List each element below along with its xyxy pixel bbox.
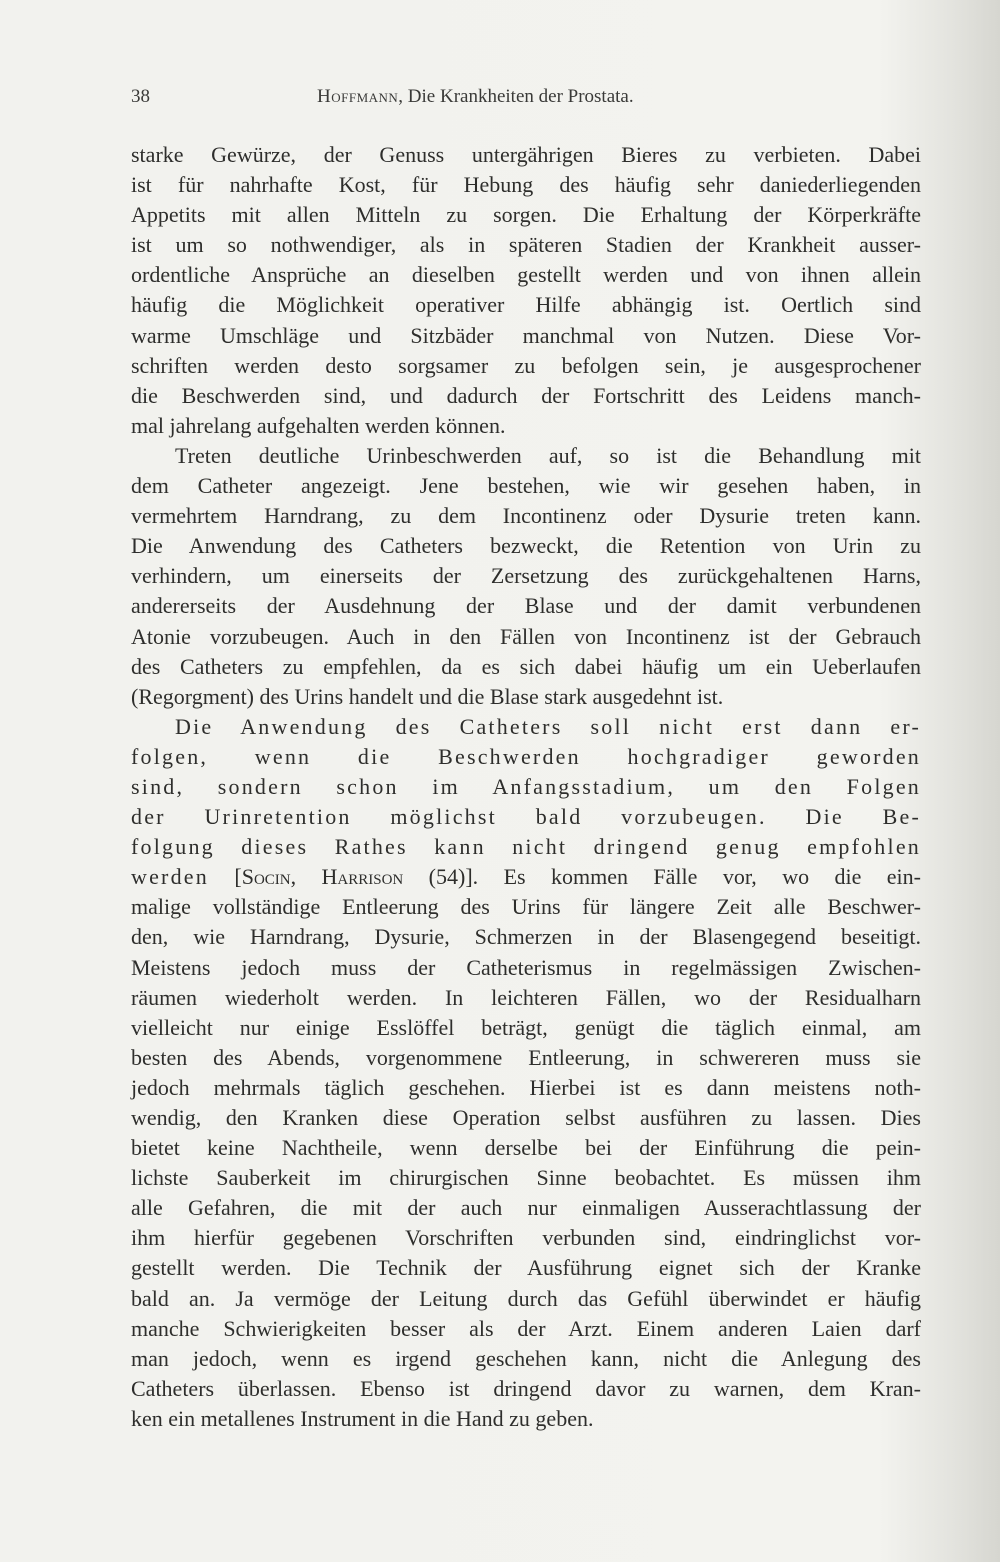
text-line: wendig, den Kranken diese Operation selbst ausführen zu lassen. Dies xyxy=(131,1105,921,1130)
text-line: andererseits der Ausdehnung der Blase und der damit verbundenen xyxy=(131,593,921,619)
text-line: lichste Sauberkeit im chirurgischen Sinne beobachtet. Es müssen ihm xyxy=(131,1165,921,1191)
text-line: sind, sondern schon im Anfangsstadium, um den Folgen xyxy=(131,773,921,799)
text-line: räumen wiederholt werden. In leichteren Fällen, wo der Residualharn xyxy=(131,984,921,1010)
text-line: ist um so nothwendiger, als in späteren Stadien der Krankheit ausser- xyxy=(131,232,921,258)
text-line: mal jahrelang aufgehalten werden können. xyxy=(131,412,506,438)
text-line: Die Anwendung des Catheters soll nicht erst dann er- xyxy=(175,713,921,739)
text-line: jedoch mehrmals täglich geschehen. Hierbei ist es dann meistens noth- xyxy=(131,1074,921,1100)
text-line: bietet keine Nachtheile, wenn derselbe bei der Einführung die pein- xyxy=(131,1135,921,1161)
text-line: vermehrtem Harndrang, zu dem Incontinenz oder Dysurie treten kann. xyxy=(131,503,921,529)
text-line: vielleicht nur einige Esslöffel beträgt, genügt die täglich einmal, am xyxy=(131,1014,921,1040)
page-number: 38 xyxy=(131,86,150,107)
text-line: warme Umschläge und Sitzbäder manchmal von Nutzen. Diese Vor- xyxy=(131,322,921,348)
text-line: des Catheters zu empfehlen, da es sich dabei häufig um ein Ueberlaufen xyxy=(131,653,921,679)
text-line: alle Gefahren, die mit der auch nur einmaligen Ausserachtlassung der xyxy=(131,1195,921,1221)
text-line: folgung dieses Rathes kann nicht dringend genug empfohlen xyxy=(131,834,921,860)
text-line: Meistens jedoch muss der Catheterismus in regelmässigen Zwischen- xyxy=(131,954,921,980)
spaced-word: werden xyxy=(131,864,209,890)
text-line: besten des Abends, vorgenommene Entleerung, in schwereren muss sie xyxy=(131,1044,921,1070)
text-line: folgen, wenn die Beschwerden hochgradiger geworden xyxy=(131,743,921,769)
text-line-citation: werden [Socin, Harrison (54)]. Es kommen Fälle vor, wo die ein- xyxy=(131,864,921,890)
text-line: Treten deutliche Urinbeschwerden auf, so ist die Behandlung mit xyxy=(175,442,921,468)
text-line: dem Catheter angezeigt. Jene bestehen, wie wir gesehen haben, in xyxy=(131,473,921,499)
text-line: der Urinretention möglichst bald vorzubeugen. Die Be- xyxy=(131,804,921,830)
text-line: häufig die Möglichkeit operativer Hilfe abhängig ist. Oertlich sind xyxy=(131,292,921,318)
text-line: Catheters überlassen. Ebenso ist dringend davor zu warnen, dem Kran- xyxy=(131,1375,921,1401)
text-line: bald an. Ja vermöge der Leitung durch das Gefühl überwindet er häufig xyxy=(131,1285,921,1311)
running-head-title: , Die Krankheiten der Prostata. xyxy=(398,86,634,107)
text-line: verhindern, um einerseits der Zersetzung des zurückgehaltenen Harns, xyxy=(131,563,921,589)
text-line: Die Anwendung des Catheters bezweckt, die Retention von Urin zu xyxy=(131,533,921,559)
page-header xyxy=(131,86,921,116)
text-line: die Beschwerden sind, und dadurch der Fortschritt des Leidens manch- xyxy=(131,382,921,408)
cited-author: Socin xyxy=(241,864,291,890)
text-line: manche Schwierigkeiten besser als der Arzt. Einem anderen Laien darf xyxy=(131,1315,921,1341)
text-line: den, wie Harndrang, Dysurie, Schmerzen in der Blasengegend beseitigt. xyxy=(131,924,921,950)
text-line: Appetits mit allen Mitteln zu sorgen. Die Erhaltung der Körperkräfte xyxy=(131,202,921,228)
text-line: ordentliche Ansprüche an dieselben gestellt werden und von ihnen allein xyxy=(131,262,921,288)
text-line: gestellt werden. Die Technik der Ausführung eignet sich der Kranke xyxy=(131,1255,921,1281)
running-head-author: Hoffmann xyxy=(317,86,399,107)
text-line: Atonie vorzubeugen. Auch in den Fällen von Incontinenz ist der Gebrauch xyxy=(131,623,921,649)
text-line: (Regorgment) des Urins handelt und die Blase stark ausgedehnt ist. xyxy=(131,683,724,709)
body-text xyxy=(131,140,921,1434)
text-line: ken ein metallenes Instrument in die Hand zu geben. xyxy=(131,1405,594,1431)
cited-author: Harrison xyxy=(321,864,404,890)
text-line: ist für nahrhafte Kost, für Hebung des häufig sehr daniederliegenden xyxy=(131,172,921,198)
text-line: schriften werden desto sorgsamer zu befolgen sein, je ausgesprochener xyxy=(131,352,921,378)
text-line: malige vollständige Entleerung des Urins für längere Zeit alle Beschwer- xyxy=(131,894,921,920)
text-line: man jedoch, wenn es irgend geschehen kann, nicht die Anlegung des xyxy=(131,1345,921,1371)
text-line: starke Gewürze, der Genuss untergährigen Bieres zu verbieten. Dabei xyxy=(131,142,921,167)
running-head xyxy=(317,86,634,108)
text-line: ihm hierfür gegebenen Vorschriften verbunden sind, eindringlichst vor- xyxy=(131,1225,921,1251)
